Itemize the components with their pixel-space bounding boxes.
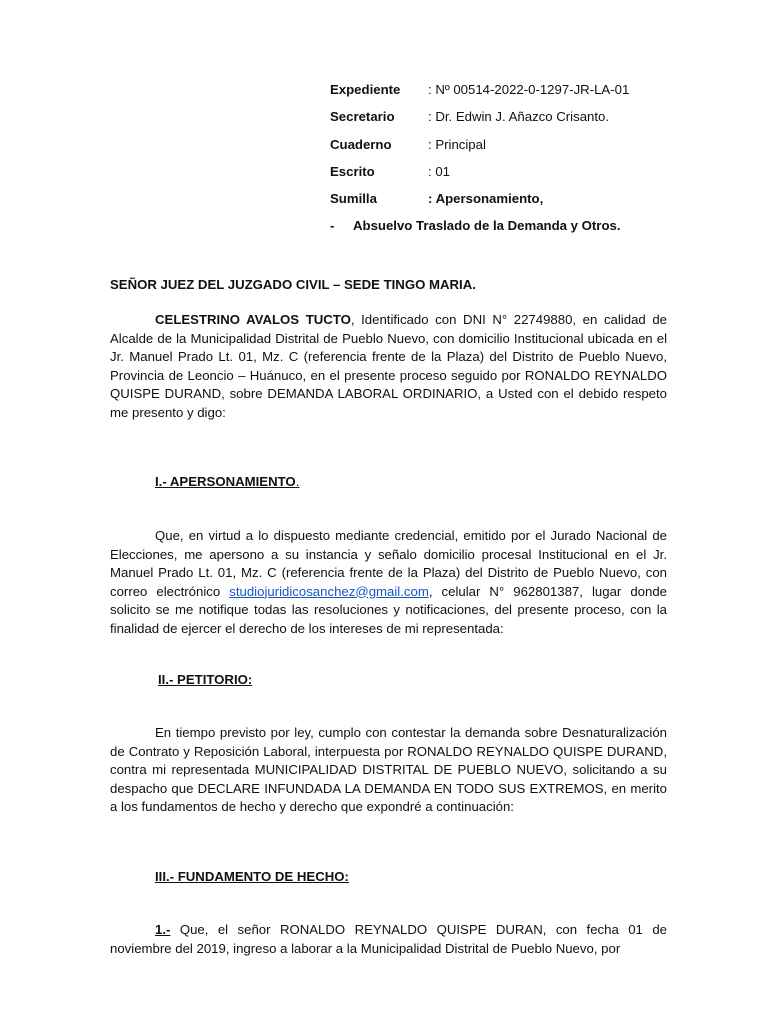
petitorio-paragraph: [110, 724, 667, 817]
section-heading-petitorio: II.- PETITORIO:: [158, 672, 253, 687]
fundamento-paragraph: [110, 921, 667, 958]
addressee-line: SEÑOR JUEZ DEL JUZGADO CIVIL – SEDE TINGO MARIA.: [110, 277, 476, 292]
apersonamiento-paragraph: [110, 527, 667, 638]
header-key: Expediente: [330, 82, 401, 97]
header-row-cuaderno: [330, 136, 730, 163]
bullet-dash: -: [330, 218, 335, 234]
applicant-name: CELESTRINO AVALOS TUCTO: [155, 312, 351, 327]
intro-paragraph: [110, 311, 667, 422]
petitorio-text: En tiempo previsto por ley, cumplo con contestar la demanda sobre Desnaturalización de Contrato y Reposición Laboral, interpuesta por RONALDO REYNALDO QUISPE DURAND, contra mi representada MUNICIPALIDAD DISTRITAL DE PUEBLO NUEVO, solicitando a su despacho que DECLARE INFUNDADA LA DEMANDA EN TODO SUS EXTREMOS, en merito a los fundamentos de hecho y derecho que expondré a continuación:: [110, 725, 667, 814]
section-heading-apersonamiento: [155, 473, 299, 492]
header-row-sumilla: [330, 190, 730, 217]
header-row-escrito: [330, 163, 730, 190]
header-value: : Apersonamiento,: [428, 191, 544, 207]
header-key: Secretario: [330, 109, 395, 125]
header-value: : Nº 00514-2022-0-1297-JR-LA-01: [428, 82, 630, 97]
fundamento-text: Que, el señor RONALDO REYNALDO QUISPE DURAN, con fecha 01 de noviembre del 2019, ingreso a laborar a la Municipalidad Distrital de Pueblo Nuevo, por: [110, 922, 667, 956]
header-value: : 01: [428, 163, 450, 179]
apersonamiento-text-end: , celular N° 962801387, lugar donde solicito se me notifique todas las resoluciones y notificaciones, del presente proceso, con la finalidad de ejercer el derecho de los intereses de mi representada:: [110, 583, 668, 636]
intro-text: , Identificado con DNI N° 22749880, en calidad de Alcalde de la Municipalidad Distrital de Pueblo Nuevo, con domicilio Institucional ubicada en el Jr. Manuel Prado Lt. 01, Mz. C (referencia frente de la Plaza) del Distrito de Pueblo Nuevo, Provincia de Leoncio – Huánuco, en el presente proceso seguido por RONALDO REYNALDO QUISPE DURAND, sobre DEMANDA LABORAL ORDINARIO, a Usted con el debido respeto me presento y digo:: [110, 312, 667, 420]
heading-text: I.- APERSONAMIENTO: [155, 474, 296, 489]
sumilla-subtext: Absuelvo Traslado de la Demanda y Otros.: [353, 218, 621, 234]
header-value: : Principal: [428, 136, 486, 152]
email-link[interactable]: studiojuridicosanchez@gmail.com: [229, 583, 429, 599]
header-row-expediente: [330, 81, 730, 108]
case-header: [330, 81, 730, 245]
header-key: Sumilla: [330, 191, 377, 207]
heading-suffix: .: [295, 474, 300, 489]
header-value: : Dr. Edwin J. Añazco Crisanto.: [428, 109, 610, 125]
header-key: Escrito: [330, 163, 375, 179]
header-row-secretario: [330, 108, 730, 135]
header-key: Cuaderno: [330, 136, 392, 152]
apersonamiento-text: Que, en virtud a lo dispuesto mediante credencial, emitido por el Jurado Nacional de Elecciones, me apersono a su instancia y señalo domicilio procesal Institucional en el Jr. Manuel Prado Lt. 01, Mz. C (referencia frente de la Plaza) del Distrito de Pueblo Nuevo, con correo electrónico: [110, 528, 667, 599]
item-number: 1.-: [155, 922, 171, 937]
header-sumilla-continuation: [330, 217, 730, 244]
section-heading-fundamento: III.- FUNDAMENTO DE HECHO:: [155, 869, 349, 884]
